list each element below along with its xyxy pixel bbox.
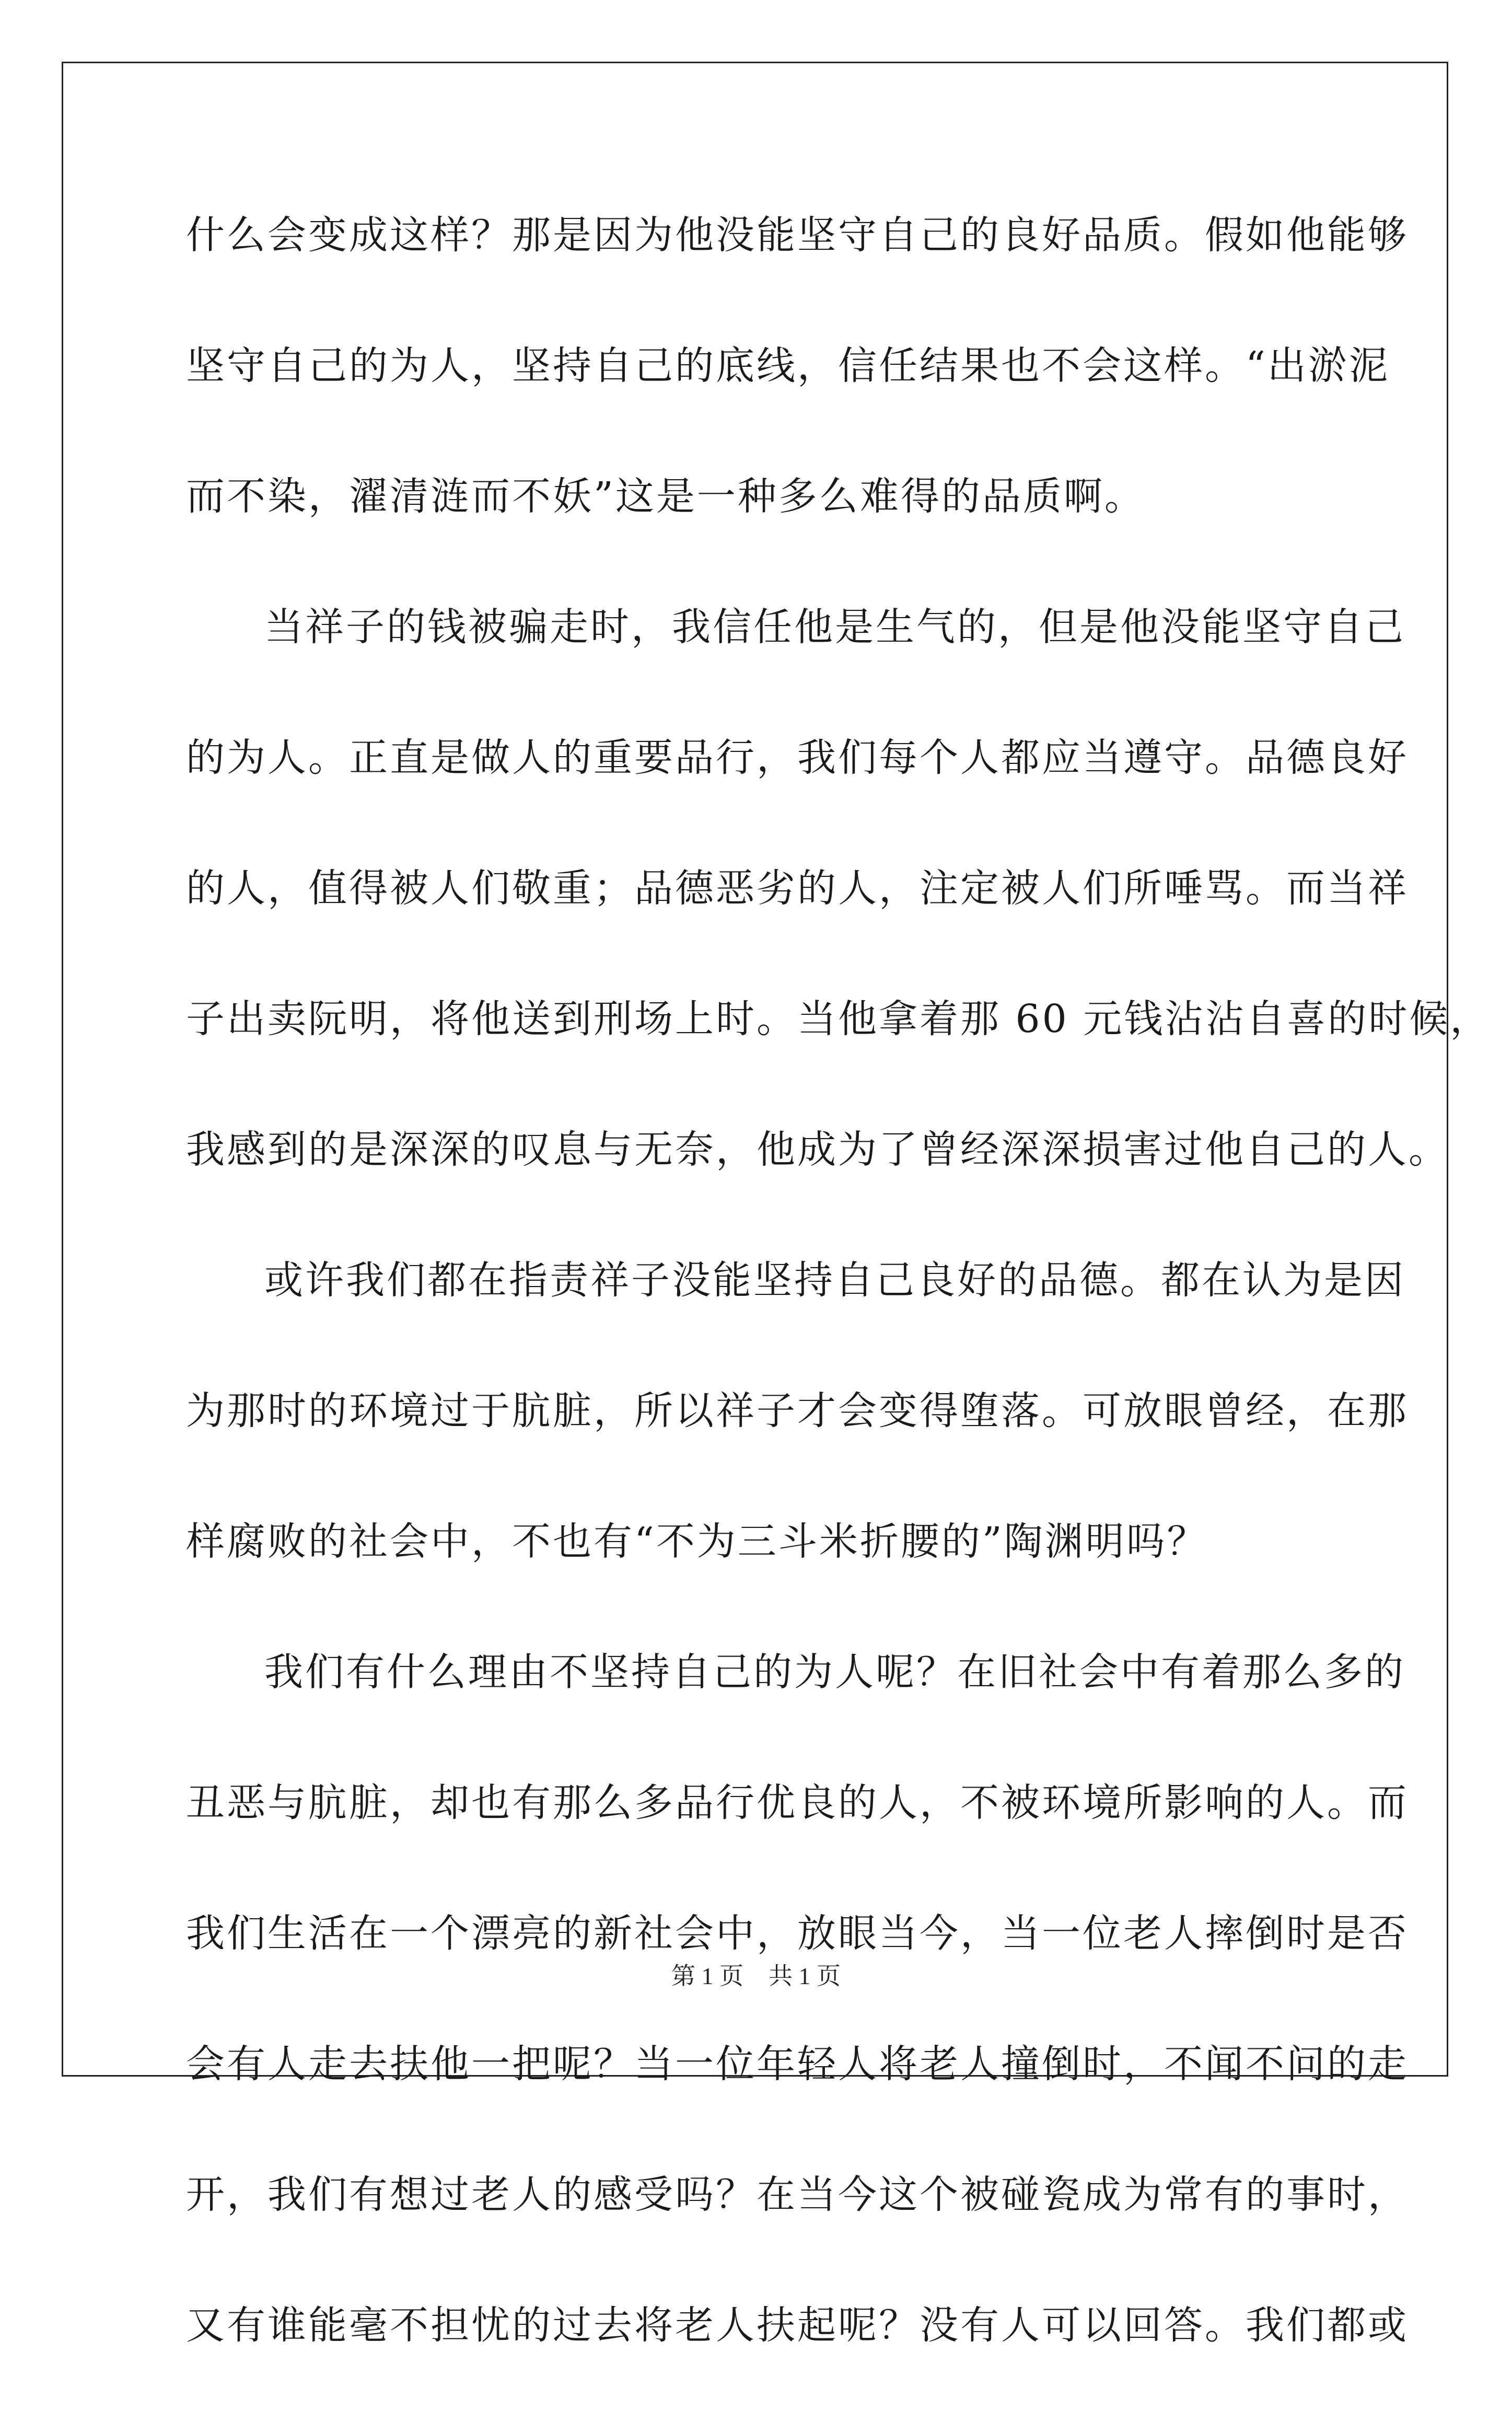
paragraph-start-line: 或许我们都在指责祥子没能坚持自己良好的品德。都在认为是因 bbox=[264, 1258, 1405, 1303]
text-line: 样腐败的社会中，不也有“不为三斗米折腰的”陶渊明吗？ bbox=[186, 1519, 1208, 1564]
text-line: 我们生活在一个漂亮的新社会中，放眼当今，当一位老人摔倒时是否 bbox=[186, 1911, 1409, 1956]
text-line: 为那时的环境过于肮脏，所以祥子才会变得堕落。可放眼曾经，在那 bbox=[186, 1388, 1409, 1433]
page-footer bbox=[0, 1957, 1512, 1991]
text-line: 的为人。正直是做人的重要品行，我们每个人都应当遵守。品德良好 bbox=[186, 735, 1409, 780]
page-number: 第 1 页 bbox=[671, 1963, 743, 1989]
text-line: 子出卖阮明，将他送到刑场上时。当他拿着那 60 元钱沾沾自喜的时候， bbox=[186, 996, 1491, 1041]
document-body bbox=[186, 201, 1491, 2422]
paragraph-start-line: 我们有什么理由不坚持自己的为人呢？在旧社会中有着那么多的 bbox=[264, 1650, 1405, 1695]
text-line: 而不染，濯清涟而不妖”这是一种多么难得的品质啊。 bbox=[186, 474, 1145, 519]
text-line: 丑恶与肮脏，却也有那么多品行优良的人，不被环境所影响的人。而 bbox=[186, 1780, 1409, 1825]
text-line: 开，我们有想过老人的感受吗？在当今这个被碰瓷成为常有的事时， bbox=[186, 2172, 1409, 2217]
text-line: 的人，值得被人们敬重；品德恶劣的人，注定被人们所唾骂。而当祥 bbox=[186, 866, 1409, 911]
text-line: 坚守自己的为人，坚持自己的底线，信任结果也不会这样。“出淤泥 bbox=[186, 343, 1390, 388]
text-line: 又有谁能毫不担忧的过去将老人扶起呢？没有人可以回答。我们都或 bbox=[186, 2303, 1409, 2348]
paragraph-start-line: 当祥子的钱被骗走时，我信任他是生气的，但是他没能坚守自己 bbox=[264, 605, 1405, 650]
page-total: 共 1 页 bbox=[769, 1963, 841, 1989]
text-line: 我感到的是深深的叹息与无奈，他成为了曾经深深损害过他自己的人。 bbox=[186, 1127, 1449, 1172]
text-line: 会有人走去扶他一把呢？当一位年轻人将老人撞倒时，不闻不问的走 bbox=[186, 2042, 1409, 2087]
text-line: 什么会变成这样？那是因为他没能坚守自己的良好品质。假如他能够 bbox=[186, 213, 1409, 258]
